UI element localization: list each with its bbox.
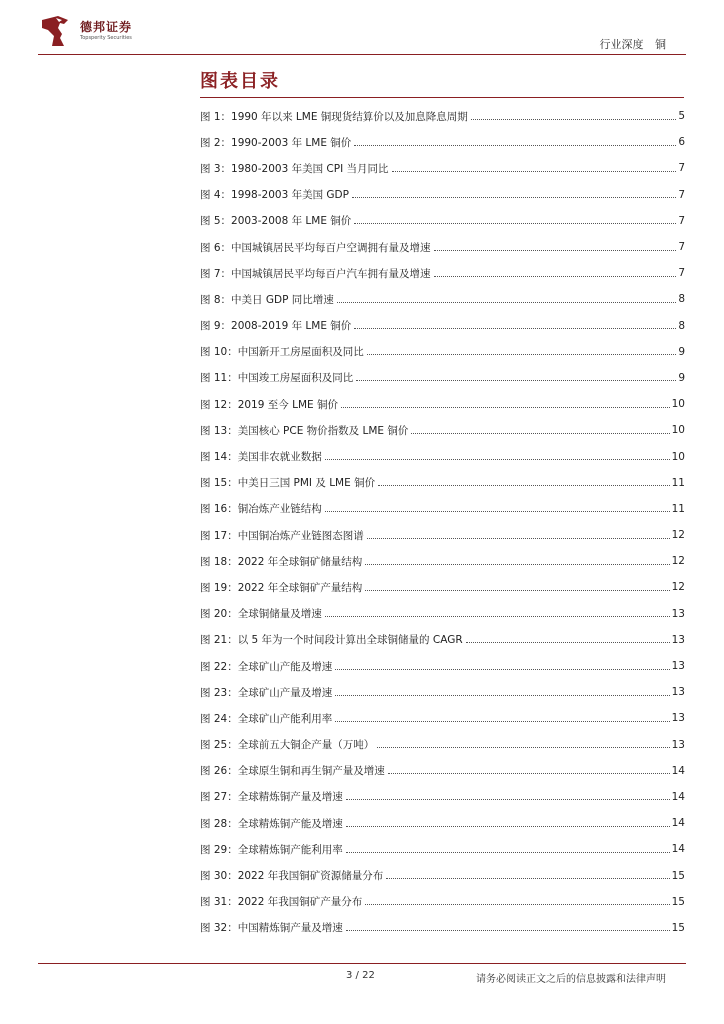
toc-dot-leader bbox=[346, 852, 670, 853]
company-logo bbox=[38, 14, 168, 50]
toc-entry-page: 11 bbox=[671, 502, 685, 515]
toc-entry-page: 9 bbox=[678, 371, 685, 384]
toc-dot-leader bbox=[346, 930, 670, 931]
toc-entry-label: 图 10：中国新开工房屋面积及同比 bbox=[200, 346, 364, 359]
toc-entry-label: 图 1：1990 年以来 LME 铜现货结算价以及加息降息周期 bbox=[200, 110, 468, 123]
toc-dot-leader bbox=[346, 799, 670, 800]
toc-entry-label: 图 14：美国非农就业数据 bbox=[200, 451, 322, 464]
toc-entry-page: 7 bbox=[678, 188, 685, 201]
toc-dot-leader bbox=[386, 878, 669, 879]
toc-dot-leader bbox=[346, 826, 670, 827]
toc-entry-label: 图 5：2003-2008 年 LME 铜价 bbox=[200, 215, 352, 228]
toc-entry-page: 12 bbox=[671, 555, 685, 568]
toc-entry[interactable] bbox=[200, 208, 685, 234]
toc-entry-page: 12 bbox=[671, 529, 685, 542]
footer-divider bbox=[38, 963, 686, 964]
toc-entry-label: 图 3：1980-2003 年美国 CPI 当月同比 bbox=[200, 162, 389, 175]
toc-entry[interactable] bbox=[200, 417, 685, 443]
toc-entry-label: 图 29：全球精炼铜产能利用率 bbox=[200, 843, 343, 856]
toc-entry[interactable] bbox=[200, 574, 685, 600]
toc-entry-page: 10 bbox=[671, 424, 685, 437]
toc-entry[interactable] bbox=[200, 155, 685, 181]
toc-entry[interactable] bbox=[200, 601, 685, 627]
header-divider bbox=[38, 54, 686, 55]
toc-entry[interactable] bbox=[200, 182, 685, 208]
toc-entry-label: 图 20：全球铜储量及增速 bbox=[200, 608, 322, 621]
legal-disclaimer: 请务必阅读正文之后的信息披露和法律声明 bbox=[476, 974, 666, 985]
toc-entry-label: 图 2：1990-2003 年 LME 铜价 bbox=[200, 136, 352, 149]
toc-entry-page: 7 bbox=[678, 162, 685, 175]
toc-entry-label: 图 11：中国竣工房屋面积及同比 bbox=[200, 372, 354, 385]
toc-entry-page: 13 bbox=[671, 633, 685, 646]
toc-entry[interactable] bbox=[200, 862, 685, 888]
toc-entry[interactable] bbox=[200, 705, 685, 731]
toc-entry-label: 图 26：全球原生铜和再生铜产量及增速 bbox=[200, 765, 385, 778]
toc-entry-page: 8 bbox=[678, 293, 685, 306]
toc-entry-page: 13 bbox=[671, 712, 685, 725]
report-category bbox=[592, 36, 667, 52]
toc-entry[interactable] bbox=[200, 339, 685, 365]
toc-dot-leader bbox=[325, 459, 670, 460]
toc-entry[interactable] bbox=[200, 836, 685, 862]
toc-dot-leader bbox=[471, 119, 677, 120]
toc-entry[interactable] bbox=[200, 548, 685, 574]
toc-entry-page: 14 bbox=[671, 843, 685, 856]
toc-entry[interactable] bbox=[200, 391, 685, 417]
toc-entry[interactable] bbox=[200, 653, 685, 679]
toc-entry-page: 8 bbox=[678, 319, 685, 332]
toc-dot-leader bbox=[411, 433, 669, 434]
toc-entry-label: 图 15：中美日三国 PMI 及 LME 铜价 bbox=[200, 477, 376, 490]
toc-entry-page: 9 bbox=[678, 345, 685, 358]
toc-entry-label: 图 17：中国铜冶炼产业链图态图谱 bbox=[200, 529, 364, 542]
toc-dot-leader bbox=[434, 250, 677, 251]
toc-dot-leader bbox=[354, 223, 676, 224]
toc-entry[interactable] bbox=[200, 365, 685, 391]
toc-entry[interactable] bbox=[200, 522, 685, 548]
toc-dot-leader bbox=[335, 695, 669, 696]
toc-entry-page: 7 bbox=[678, 214, 685, 227]
toc-entry-page: 12 bbox=[671, 581, 685, 594]
toc-dot-leader bbox=[337, 302, 677, 303]
company-name-en: Topsperity Securities bbox=[80, 35, 132, 41]
toc-entry-page: 11 bbox=[671, 476, 685, 489]
toc-dot-leader bbox=[377, 747, 669, 748]
toc-entry[interactable] bbox=[200, 889, 685, 915]
toc-entry-page: 5 bbox=[678, 110, 685, 123]
toc-entry-page: 10 bbox=[671, 398, 685, 411]
toc-entry[interactable] bbox=[200, 627, 685, 653]
toc-entry[interactable] bbox=[200, 443, 685, 469]
toc-entry-page: 14 bbox=[671, 817, 685, 830]
toc-entry-label: 图 9：2008-2019 年 LME 铜价 bbox=[200, 320, 352, 333]
toc-entry-label: 图 31：2022 年我国铜矿产量分布 bbox=[200, 896, 363, 909]
toc-title-divider bbox=[200, 97, 684, 98]
toc-entry[interactable] bbox=[200, 286, 685, 312]
toc-entry-page: 15 bbox=[671, 895, 685, 908]
toc-entry-page: 7 bbox=[678, 241, 685, 254]
toc-entry[interactable] bbox=[200, 470, 685, 496]
toc-entry-label: 图 7：中国城镇居民平均每百户汽车拥有量及增速 bbox=[200, 267, 431, 280]
toc-entry-label: 图 21：以 5 年为一个时间段计算出全球铜储量的 CAGR bbox=[200, 634, 463, 647]
toc-entry-label: 图 18：2022 年全球铜矿储量结构 bbox=[200, 555, 363, 568]
toc-dot-leader bbox=[325, 511, 670, 512]
toc-entry-label: 图 25：全球前五大铜企产量（万吨） bbox=[200, 739, 375, 752]
toc-entry[interactable] bbox=[200, 313, 685, 339]
toc-dot-leader bbox=[354, 145, 676, 146]
toc-entry-page: 13 bbox=[671, 607, 685, 620]
toc-dot-leader bbox=[352, 197, 676, 198]
toc-entry[interactable] bbox=[200, 679, 685, 705]
toc-dot-leader bbox=[365, 564, 669, 565]
toc-entry-label: 图 16：铜冶炼产业链结构 bbox=[200, 503, 322, 516]
toc-entry-label: 图 32：中国精炼铜产量及增速 bbox=[200, 922, 343, 935]
toc-entry-label: 图 6：中国城镇居民平均每百户空调拥有量及增速 bbox=[200, 241, 431, 254]
report-topic: 铜 bbox=[655, 38, 666, 51]
toc-dot-leader bbox=[434, 276, 677, 277]
toc-entry[interactable] bbox=[200, 234, 685, 260]
toc-entry[interactable] bbox=[200, 260, 685, 286]
toc-dot-leader bbox=[365, 590, 669, 591]
toc-entry-page: 13 bbox=[671, 660, 685, 673]
toc-entry-label: 图 27：全球精炼铜产量及增速 bbox=[200, 791, 343, 804]
toc-entry[interactable] bbox=[200, 496, 685, 522]
toc-entry-label: 图 12：2019 至今 LME 铜价 bbox=[200, 398, 338, 411]
toc-entry-label: 图 24：全球矿山产能利用率 bbox=[200, 712, 333, 725]
toc-entry[interactable] bbox=[200, 810, 685, 836]
toc-entry-page: 15 bbox=[671, 869, 685, 882]
toc-dot-leader bbox=[354, 328, 676, 329]
toc-dot-leader bbox=[378, 485, 670, 486]
toc-dot-leader bbox=[392, 171, 677, 172]
toc-title: 图表目录 bbox=[200, 71, 280, 92]
page-number: 3 / 22 bbox=[346, 970, 375, 981]
toc-entry[interactable] bbox=[200, 784, 685, 810]
toc-entry-page: 13 bbox=[671, 738, 685, 751]
toc-dot-leader bbox=[335, 721, 669, 722]
toc-entry-label: 图 4：1998-2003 年美国 GDP bbox=[200, 189, 349, 202]
report-type: 行业深度 bbox=[599, 38, 644, 51]
toc-entry[interactable] bbox=[200, 129, 685, 155]
toc-entry[interactable] bbox=[200, 103, 685, 129]
toc-entry-label: 图 22：全球矿山产能及增速 bbox=[200, 660, 333, 673]
toc-entry-page: 6 bbox=[678, 136, 685, 149]
toc-dot-leader bbox=[367, 354, 677, 355]
toc-dot-leader bbox=[367, 538, 670, 539]
toc-dot-leader bbox=[341, 407, 670, 408]
toc-dot-leader bbox=[325, 616, 670, 617]
toc-entry[interactable] bbox=[200, 732, 685, 758]
toc-entry-label: 图 30：2022 年我国铜矿资源储量分布 bbox=[200, 870, 384, 883]
toc-entry-label: 图 19：2022 年全球铜矿产量结构 bbox=[200, 581, 363, 594]
toc-entry[interactable] bbox=[200, 758, 685, 784]
toc-entry-page: 7 bbox=[678, 267, 685, 280]
toc-entry-label: 图 13：美国核心 PCE 物价指数及 LME 铜价 bbox=[200, 424, 409, 437]
company-logo-icon bbox=[38, 14, 74, 48]
toc-entry-page: 14 bbox=[671, 764, 685, 777]
company-name: 德邦证券 bbox=[80, 20, 133, 34]
toc-entry-page: 13 bbox=[671, 686, 685, 699]
toc-entry-label: 图 8：中美日 GDP 同比增速 bbox=[200, 293, 334, 306]
toc-dot-leader bbox=[388, 773, 670, 774]
toc-entry[interactable] bbox=[200, 915, 685, 941]
toc-dot-leader bbox=[466, 642, 670, 643]
toc-entry-page: 14 bbox=[671, 790, 685, 803]
toc-list bbox=[200, 103, 685, 941]
toc-dot-leader bbox=[365, 904, 669, 905]
toc-dot-leader bbox=[356, 380, 676, 381]
toc-entry-label: 图 28：全球精炼铜产能及增速 bbox=[200, 817, 343, 830]
toc-entry-page: 15 bbox=[671, 921, 685, 934]
toc-entry-label: 图 23：全球矿山产量及增速 bbox=[200, 686, 333, 699]
toc-entry-page: 10 bbox=[671, 450, 685, 463]
toc-dot-leader bbox=[335, 669, 669, 670]
